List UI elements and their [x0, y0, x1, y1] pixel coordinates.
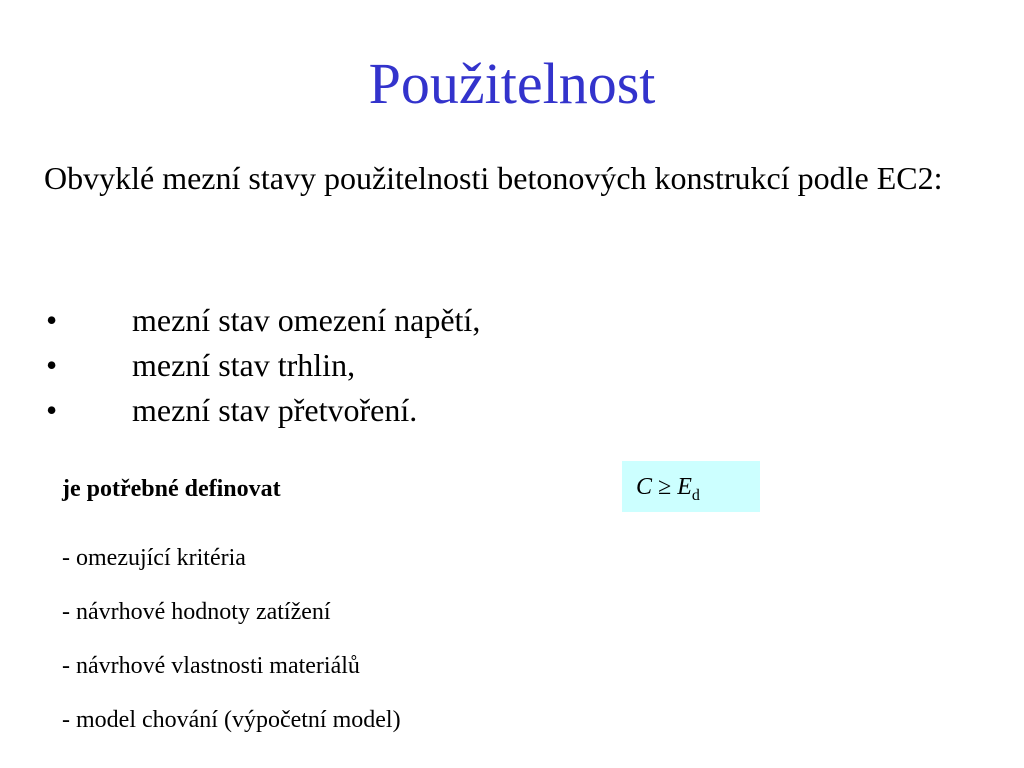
list-item: - model chování (výpočetní model) [62, 707, 401, 733]
list-item [44, 388, 944, 433]
list-item-text: mezní stav trhlin, [132, 347, 356, 383]
list-item-text: mezní stav přetvoření. [132, 392, 418, 428]
bullet-icon: • [46, 347, 58, 383]
bullet-icon: • [46, 302, 58, 338]
list-item [44, 298, 944, 343]
list-item-text: mezní stav omezení napětí, [132, 302, 481, 338]
formula-lhs: C [636, 474, 653, 500]
list-item: - návrhové hodnoty zatížení [62, 599, 331, 625]
requirement-heading: je potřebné definovat [62, 476, 281, 502]
formula-box [622, 461, 760, 512]
bullet-icon: • [46, 392, 58, 428]
limit-states-list [44, 298, 944, 433]
formula-operator: ≥ [658, 474, 672, 500]
list-item [44, 343, 944, 388]
formula-rhs-subscript: d [691, 487, 700, 504]
intro-paragraph: Obvyklé mezní stavy použitelnosti betonových konstrukcí podle EC2: [44, 160, 943, 196]
formula-rhs: E [677, 474, 692, 500]
slide-title: Použitelnost [368, 51, 656, 116]
requirements-list [62, 531, 401, 747]
list-item: - návrhové vlastnosti materiálů [62, 653, 360, 679]
list-item: - omezující kritéria [62, 545, 246, 571]
